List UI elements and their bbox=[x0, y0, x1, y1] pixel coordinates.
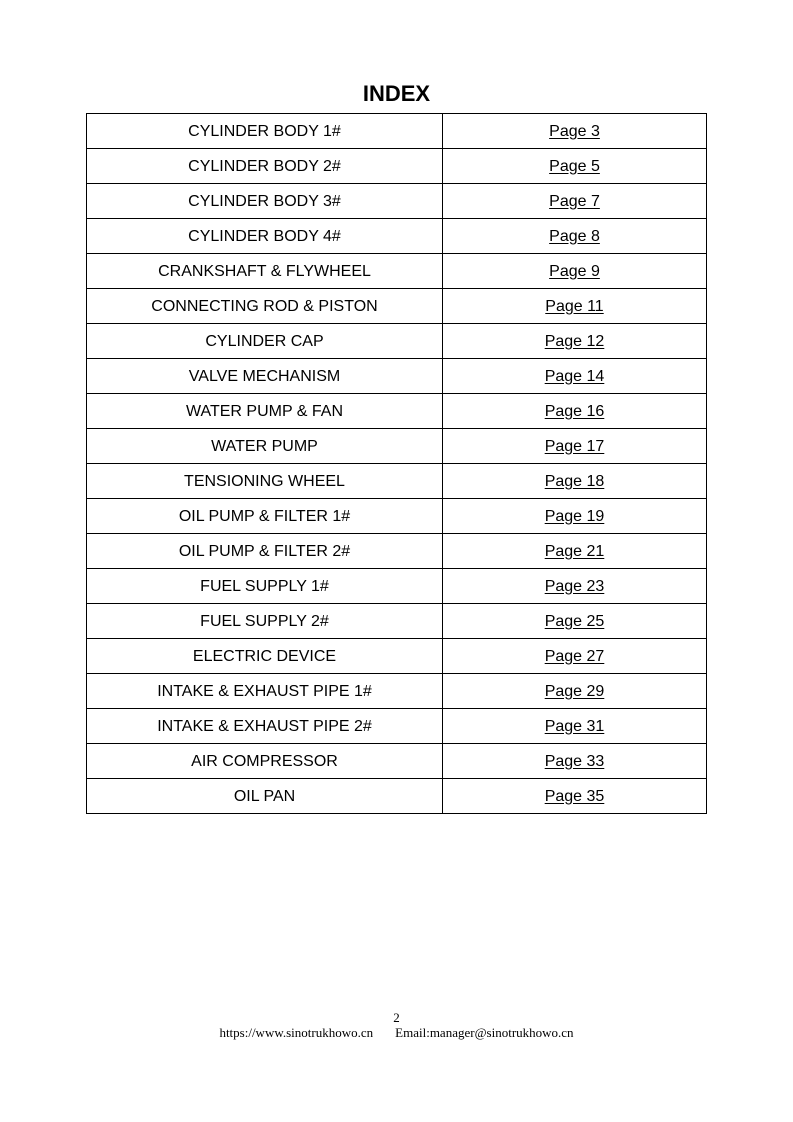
page-ref-cell bbox=[443, 744, 707, 779]
page-ref-cell bbox=[443, 394, 707, 429]
section-name-cell: OIL PUMP & FILTER 2# bbox=[87, 534, 443, 569]
index-row bbox=[87, 779, 707, 814]
section-name-cell: CYLINDER BODY 2# bbox=[87, 149, 443, 184]
footer-website[interactable]: https://www.sinotrukhowo.cn bbox=[219, 1025, 374, 1040]
section-name-cell: CRANKSHAFT & FLYWHEEL bbox=[87, 254, 443, 289]
index-row bbox=[87, 674, 707, 709]
index-row bbox=[87, 359, 707, 394]
index-row bbox=[87, 254, 707, 289]
page-link[interactable]: Page 14 bbox=[544, 367, 605, 385]
index-row bbox=[87, 639, 707, 674]
page-link[interactable]: Page 23 bbox=[544, 577, 605, 595]
section-name-cell: CYLINDER BODY 3# bbox=[87, 184, 443, 219]
page-ref-cell bbox=[443, 429, 707, 464]
page-ref-cell bbox=[443, 184, 707, 219]
page-ref-cell bbox=[443, 674, 707, 709]
page-link[interactable]: Page 5 bbox=[549, 157, 600, 175]
section-name-cell: AIR COMPRESSOR bbox=[87, 744, 443, 779]
page-title: INDEX bbox=[362, 81, 431, 106]
index-row bbox=[87, 114, 707, 149]
page-ref-cell bbox=[443, 149, 707, 184]
page-ref-cell bbox=[443, 604, 707, 639]
footer bbox=[0, 1025, 793, 1041]
page-ref-cell bbox=[443, 639, 707, 674]
page-link[interactable]: Page 35 bbox=[544, 787, 605, 805]
page-ref-cell bbox=[443, 324, 707, 359]
section-name-cell: WATER PUMP bbox=[87, 429, 443, 464]
index-row bbox=[87, 569, 707, 604]
section-name-cell: OIL PAN bbox=[87, 779, 443, 814]
page-number: 2 bbox=[393, 1010, 400, 1025]
section-name-cell: CONNECTING ROD & PISTON bbox=[87, 289, 443, 324]
page-link[interactable]: Page 25 bbox=[544, 612, 605, 630]
index-row bbox=[87, 464, 707, 499]
page-link[interactable]: Page 12 bbox=[544, 332, 605, 350]
section-name-cell: FUEL SUPPLY 2# bbox=[87, 604, 443, 639]
page-ref-cell bbox=[443, 219, 707, 254]
page-ref-cell bbox=[443, 254, 707, 289]
index-row bbox=[87, 429, 707, 464]
page-ref-cell bbox=[443, 359, 707, 394]
footer-email[interactable]: Email:manager@sinotrukhowo.cn bbox=[395, 1025, 574, 1040]
page-link[interactable]: Page 18 bbox=[544, 472, 605, 490]
index-row bbox=[87, 149, 707, 184]
page-link[interactable]: Page 16 bbox=[544, 402, 605, 420]
index-row bbox=[87, 499, 707, 534]
section-name-cell: VALVE MECHANISM bbox=[87, 359, 443, 394]
index-row bbox=[87, 219, 707, 254]
section-name-cell: CYLINDER CAP bbox=[87, 324, 443, 359]
page-ref-cell bbox=[443, 534, 707, 569]
index-row bbox=[87, 604, 707, 639]
page-ref-cell bbox=[443, 779, 707, 814]
index-table-body bbox=[87, 114, 707, 814]
page-link[interactable]: Page 7 bbox=[549, 192, 600, 210]
section-name-cell: INTAKE & EXHAUST PIPE 2# bbox=[87, 709, 443, 744]
page-ref-cell bbox=[443, 464, 707, 499]
page-link[interactable]: Page 31 bbox=[544, 717, 605, 735]
page-link[interactable]: Page 19 bbox=[544, 507, 605, 525]
index-row bbox=[87, 324, 707, 359]
index-row bbox=[87, 394, 707, 429]
section-name-cell: OIL PUMP & FILTER 1# bbox=[87, 499, 443, 534]
index-row bbox=[87, 534, 707, 569]
index-row bbox=[87, 289, 707, 324]
page-link[interactable]: Page 27 bbox=[544, 647, 605, 665]
section-name-cell: CYLINDER BODY 4# bbox=[87, 219, 443, 254]
index-row bbox=[87, 709, 707, 744]
page-ref-cell bbox=[443, 289, 707, 324]
page-link[interactable]: Page 17 bbox=[544, 437, 605, 455]
page-ref-cell bbox=[443, 499, 707, 534]
page-link[interactable]: Page 8 bbox=[549, 227, 600, 245]
page-link[interactable]: Page 29 bbox=[544, 682, 605, 700]
section-name-cell: TENSIONING WHEEL bbox=[87, 464, 443, 499]
page-ref-cell bbox=[443, 569, 707, 604]
section-name-cell: ELECTRIC DEVICE bbox=[87, 639, 443, 674]
page-link[interactable]: Page 9 bbox=[549, 262, 600, 280]
section-name-cell: FUEL SUPPLY 1# bbox=[87, 569, 443, 604]
section-name-cell: INTAKE & EXHAUST PIPE 1# bbox=[87, 674, 443, 709]
section-name-cell: CYLINDER BODY 1# bbox=[87, 114, 443, 149]
page-link[interactable]: Page 11 bbox=[545, 297, 604, 315]
page-link[interactable]: Page 21 bbox=[544, 542, 605, 560]
page-ref-cell bbox=[443, 114, 707, 149]
section-name-cell: WATER PUMP & FAN bbox=[87, 394, 443, 429]
page-link[interactable]: Page 33 bbox=[544, 752, 605, 770]
index-row bbox=[87, 744, 707, 779]
page-ref-cell bbox=[443, 709, 707, 744]
page-link[interactable]: Page 3 bbox=[549, 122, 600, 140]
index-row bbox=[87, 184, 707, 219]
index-table bbox=[86, 113, 707, 814]
